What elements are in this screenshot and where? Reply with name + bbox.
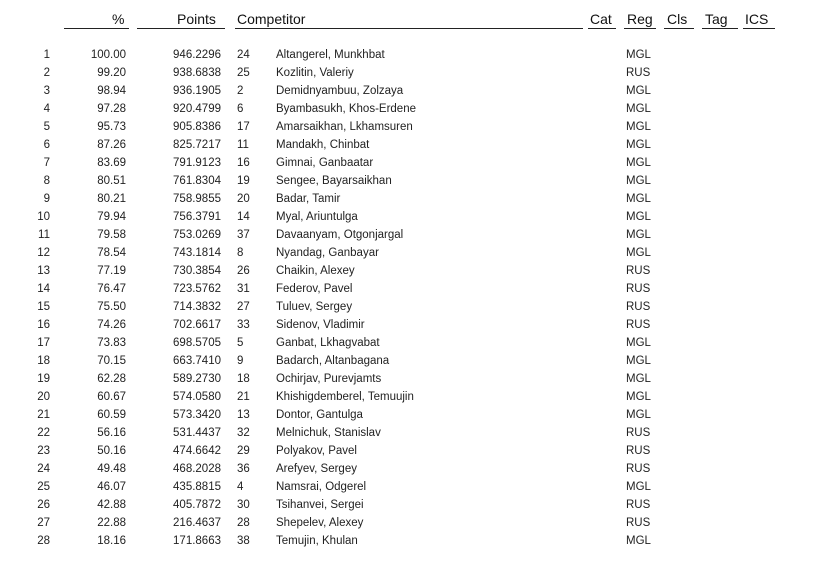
competitor-name-cell: Nyandag, Ganbayar bbox=[276, 247, 379, 259]
header-points-underline bbox=[137, 28, 225, 29]
points-cell: 663.7410 bbox=[173, 355, 221, 367]
competitor-name-cell: Byambasukh, Khos-Erdene bbox=[276, 103, 416, 115]
points-cell: 936.1905 bbox=[173, 85, 221, 97]
header-points: Points bbox=[177, 11, 216, 27]
points-cell: 714.3832 bbox=[173, 301, 221, 313]
competitor-name-cell: Namsrai, Odgerel bbox=[276, 481, 367, 493]
bib-number-cell: 19 bbox=[237, 175, 250, 187]
points-cell: 825.7217 bbox=[173, 139, 221, 151]
competitor-name-cell: Arefyev, Sergey bbox=[276, 463, 357, 475]
header-tag: Tag bbox=[705, 11, 728, 27]
points-cell: 756.3791 bbox=[173, 211, 221, 223]
competitor-name-cell: Gimnai, Ganbaatar bbox=[276, 157, 374, 169]
competitor-name-cell: Altangerel, Munkhbat bbox=[276, 49, 385, 61]
rank-cell: 1 bbox=[43, 49, 50, 61]
points-cell: 791.9123 bbox=[173, 157, 221, 169]
region-cell: MGL bbox=[626, 121, 651, 133]
table-row bbox=[0, 354, 816, 372]
percent-cell: 76.47 bbox=[97, 283, 126, 295]
points-cell: 946.2296 bbox=[173, 49, 221, 61]
table-row bbox=[0, 336, 816, 354]
percent-cell: 80.51 bbox=[97, 175, 126, 187]
bib-number-cell: 33 bbox=[237, 319, 250, 331]
rank-cell: 19 bbox=[37, 373, 50, 385]
header-cat-underline bbox=[588, 28, 616, 29]
points-cell: 761.8304 bbox=[173, 175, 221, 187]
region-cell: MGL bbox=[626, 337, 651, 349]
table-row bbox=[0, 84, 816, 102]
table-row bbox=[0, 498, 816, 516]
rank-cell: 16 bbox=[37, 319, 50, 331]
table-row bbox=[0, 408, 816, 426]
points-cell: 435.8815 bbox=[173, 481, 221, 493]
header-competitor: Competitor bbox=[237, 11, 306, 27]
table-row bbox=[0, 102, 816, 120]
competitor-name-cell: Demidnyambuu, Zolzaya bbox=[276, 85, 404, 97]
percent-cell: 79.94 bbox=[97, 211, 126, 223]
table-row bbox=[0, 516, 816, 534]
region-cell: MGL bbox=[626, 247, 651, 259]
percent-cell: 87.26 bbox=[97, 139, 126, 151]
bib-number-cell: 17 bbox=[237, 121, 250, 133]
rank-cell: 14 bbox=[37, 283, 50, 295]
bib-number-cell: 6 bbox=[237, 103, 244, 115]
rank-cell: 27 bbox=[37, 517, 50, 529]
rank-cell: 5 bbox=[43, 121, 50, 133]
competitor-name-cell: Chaikin, Alexey bbox=[276, 265, 355, 277]
competitor-name-cell: Melnichuk, Stanislav bbox=[276, 427, 381, 439]
region-cell: MGL bbox=[626, 409, 651, 421]
region-cell: MGL bbox=[626, 103, 651, 115]
region-cell: RUS bbox=[626, 427, 651, 439]
bib-number-cell: 28 bbox=[237, 517, 250, 529]
bib-number-cell: 20 bbox=[237, 193, 250, 205]
table-row bbox=[0, 174, 816, 192]
points-cell: 723.5762 bbox=[173, 283, 221, 295]
rank-cell: 13 bbox=[37, 265, 50, 277]
region-cell: RUS bbox=[626, 319, 651, 331]
competitor-name-cell: Kozlitin, Valeriy bbox=[276, 67, 354, 79]
header-pct-underline bbox=[64, 28, 129, 29]
bib-number-cell: 9 bbox=[237, 355, 244, 367]
table-row bbox=[0, 282, 816, 300]
rank-cell: 12 bbox=[37, 247, 50, 259]
table-row bbox=[0, 192, 816, 210]
rank-cell: 2 bbox=[43, 67, 50, 79]
bib-number-cell: 27 bbox=[237, 301, 250, 313]
competitor-name-cell: Temujin, Khulan bbox=[276, 535, 358, 547]
table-row bbox=[0, 120, 816, 138]
header-tag-underline bbox=[702, 28, 738, 29]
region-cell: RUS bbox=[626, 445, 651, 457]
table-row bbox=[0, 426, 816, 444]
points-cell: 920.4799 bbox=[173, 103, 221, 115]
bib-number-cell: 21 bbox=[237, 391, 250, 403]
rank-cell: 28 bbox=[37, 535, 50, 547]
points-cell: 474.6642 bbox=[173, 445, 221, 457]
bib-number-cell: 26 bbox=[237, 265, 250, 277]
competitor-name-cell: Badar, Tamir bbox=[276, 193, 341, 205]
table-row bbox=[0, 372, 816, 390]
region-cell: RUS bbox=[626, 517, 651, 529]
competitor-name-cell: Khishigdemberel, Temuujin bbox=[276, 391, 414, 403]
region-cell: RUS bbox=[626, 301, 651, 313]
table-row bbox=[0, 444, 816, 462]
rank-cell: 17 bbox=[37, 337, 50, 349]
competitor-name-cell: Ganbat, Lkhagvabat bbox=[276, 337, 380, 349]
percent-cell: 83.69 bbox=[97, 157, 126, 169]
points-cell: 905.8386 bbox=[173, 121, 221, 133]
percent-cell: 42.88 bbox=[97, 499, 126, 511]
percent-cell: 73.83 bbox=[97, 337, 126, 349]
percent-cell: 75.50 bbox=[97, 301, 126, 313]
competitor-name-cell: Myal, Ariuntulga bbox=[276, 211, 358, 223]
region-cell: MGL bbox=[626, 85, 651, 97]
points-cell: 730.3854 bbox=[173, 265, 221, 277]
points-cell: 698.5705 bbox=[173, 337, 221, 349]
competitor-name-cell: Sidenov, Vladimir bbox=[276, 319, 365, 331]
bib-number-cell: 36 bbox=[237, 463, 250, 475]
percent-cell: 18.16 bbox=[97, 535, 126, 547]
region-cell: RUS bbox=[626, 67, 651, 79]
bib-number-cell: 13 bbox=[237, 409, 250, 421]
region-cell: MGL bbox=[626, 229, 651, 241]
rank-cell: 25 bbox=[37, 481, 50, 493]
region-cell: MGL bbox=[626, 157, 651, 169]
bib-number-cell: 8 bbox=[237, 247, 244, 259]
header-pct: % bbox=[112, 11, 125, 27]
header-cls: Cls bbox=[667, 11, 688, 27]
rank-cell: 11 bbox=[38, 229, 50, 241]
header-ics: ICS bbox=[745, 11, 769, 27]
table-row bbox=[0, 66, 816, 84]
region-cell: MGL bbox=[626, 481, 651, 493]
percent-cell: 49.48 bbox=[97, 463, 126, 475]
region-cell: MGL bbox=[626, 49, 651, 61]
table-row bbox=[0, 534, 816, 552]
bib-number-cell: 4 bbox=[237, 481, 244, 493]
competitor-name-cell: Tuluev, Sergey bbox=[276, 301, 353, 313]
region-cell: RUS bbox=[626, 499, 651, 511]
bib-number-cell: 16 bbox=[237, 157, 250, 169]
table-row bbox=[0, 462, 816, 480]
rank-cell: 7 bbox=[43, 157, 50, 169]
points-cell: 702.6617 bbox=[173, 319, 221, 331]
table-row bbox=[0, 480, 816, 498]
bib-number-cell: 30 bbox=[237, 499, 250, 511]
points-cell: 938.6838 bbox=[173, 67, 221, 79]
percent-cell: 50.16 bbox=[97, 445, 126, 457]
region-cell: MGL bbox=[626, 355, 651, 367]
percent-cell: 80.21 bbox=[97, 193, 126, 205]
region-cell: MGL bbox=[626, 373, 651, 385]
table-row bbox=[0, 156, 816, 174]
points-cell: 171.8663 bbox=[173, 535, 221, 547]
competitor-name-cell: Mandakh, Chinbat bbox=[276, 139, 370, 151]
bib-number-cell: 32 bbox=[237, 427, 250, 439]
table-row bbox=[0, 228, 816, 246]
region-cell: RUS bbox=[626, 463, 651, 475]
bib-number-cell: 5 bbox=[237, 337, 244, 349]
table-row bbox=[0, 390, 816, 408]
percent-cell: 95.73 bbox=[97, 121, 126, 133]
rank-cell: 3 bbox=[43, 85, 50, 97]
percent-cell: 46.07 bbox=[97, 481, 126, 493]
competitor-name-cell: Badarch, Altanbagana bbox=[276, 355, 390, 367]
region-cell: MGL bbox=[626, 175, 651, 187]
percent-cell: 60.67 bbox=[97, 391, 126, 403]
percent-cell: 78.54 bbox=[97, 247, 126, 259]
points-cell: 216.4637 bbox=[173, 517, 221, 529]
table-row bbox=[0, 300, 816, 318]
rank-cell: 21 bbox=[37, 409, 50, 421]
header-reg: Reg bbox=[627, 11, 653, 27]
percent-cell: 56.16 bbox=[97, 427, 126, 439]
rank-cell: 24 bbox=[37, 463, 50, 475]
points-cell: 743.1814 bbox=[173, 247, 221, 259]
bib-number-cell: 24 bbox=[237, 49, 250, 61]
rank-cell: 26 bbox=[37, 499, 50, 511]
rank-cell: 23 bbox=[37, 445, 50, 457]
region-cell: MGL bbox=[626, 391, 651, 403]
percent-cell: 62.28 bbox=[97, 373, 126, 385]
percent-cell: 97.28 bbox=[97, 103, 126, 115]
points-cell: 589.2730 bbox=[173, 373, 221, 385]
percent-cell: 79.58 bbox=[97, 229, 126, 241]
rank-cell: 20 bbox=[37, 391, 50, 403]
header-cat: Cat bbox=[590, 11, 612, 27]
percent-cell: 60.59 bbox=[97, 409, 126, 421]
rank-cell: 22 bbox=[37, 427, 50, 439]
table-row bbox=[0, 246, 816, 264]
rank-cell: 4 bbox=[43, 103, 50, 115]
percent-cell: 100.00 bbox=[90, 49, 126, 61]
competitor-name-cell: Tsihanvei, Sergei bbox=[276, 499, 364, 511]
region-cell: MGL bbox=[626, 139, 651, 151]
percent-cell: 74.26 bbox=[97, 319, 126, 331]
percent-cell: 70.15 bbox=[97, 355, 126, 367]
rank-cell: 9 bbox=[43, 193, 50, 205]
points-cell: 574.0580 bbox=[173, 391, 221, 403]
table-row bbox=[0, 48, 816, 66]
points-cell: 573.3420 bbox=[173, 409, 221, 421]
header-ics-underline bbox=[743, 28, 775, 29]
header-competitor-underline bbox=[235, 28, 583, 29]
competitor-name-cell: Federov, Pavel bbox=[276, 283, 353, 295]
rank-cell: 10 bbox=[37, 211, 50, 223]
competitor-name-cell: Dontor, Gantulga bbox=[276, 409, 363, 421]
points-cell: 753.0269 bbox=[173, 229, 221, 241]
competitor-name-cell: Polyakov, Pavel bbox=[276, 445, 357, 457]
percent-cell: 99.20 bbox=[97, 67, 126, 79]
competitor-name-cell: Sengee, Bayarsaikhan bbox=[276, 175, 392, 187]
bib-number-cell: 18 bbox=[237, 373, 250, 385]
bib-number-cell: 37 bbox=[237, 229, 250, 241]
bib-number-cell: 38 bbox=[237, 535, 250, 547]
points-cell: 531.4437 bbox=[173, 427, 221, 439]
table-row bbox=[0, 138, 816, 156]
percent-cell: 98.94 bbox=[97, 85, 126, 97]
points-cell: 468.2028 bbox=[173, 463, 221, 475]
percent-cell: 22.88 bbox=[97, 517, 126, 529]
competitor-name-cell: Amarsaikhan, Lkhamsuren bbox=[276, 121, 413, 133]
region-cell: RUS bbox=[626, 283, 651, 295]
table-row bbox=[0, 264, 816, 282]
percent-cell: 77.19 bbox=[97, 265, 126, 277]
header-reg-underline bbox=[624, 28, 656, 29]
bib-number-cell: 2 bbox=[237, 85, 244, 97]
competitor-name-cell: Ochirjav, Purevjamts bbox=[276, 373, 382, 385]
bib-number-cell: 29 bbox=[237, 445, 250, 457]
region-cell: MGL bbox=[626, 211, 651, 223]
region-cell: MGL bbox=[626, 193, 651, 205]
rank-cell: 15 bbox=[37, 301, 50, 313]
region-cell: RUS bbox=[626, 265, 651, 277]
rank-cell: 18 bbox=[37, 355, 50, 367]
points-cell: 758.9855 bbox=[173, 193, 221, 205]
bib-number-cell: 31 bbox=[237, 283, 250, 295]
bib-number-cell: 25 bbox=[237, 67, 250, 79]
bib-number-cell: 11 bbox=[237, 139, 249, 151]
header-cls-underline bbox=[664, 28, 694, 29]
bib-number-cell: 14 bbox=[237, 211, 250, 223]
points-cell: 405.7872 bbox=[173, 499, 221, 511]
competitor-name-cell: Davaanyam, Otgonjargal bbox=[276, 229, 404, 241]
region-cell: MGL bbox=[626, 535, 651, 547]
table-row bbox=[0, 210, 816, 228]
rank-cell: 6 bbox=[43, 139, 50, 151]
table-row bbox=[0, 318, 816, 336]
competitor-name-cell: Shepelev, Alexey bbox=[276, 517, 364, 529]
rank-cell: 8 bbox=[43, 175, 50, 187]
